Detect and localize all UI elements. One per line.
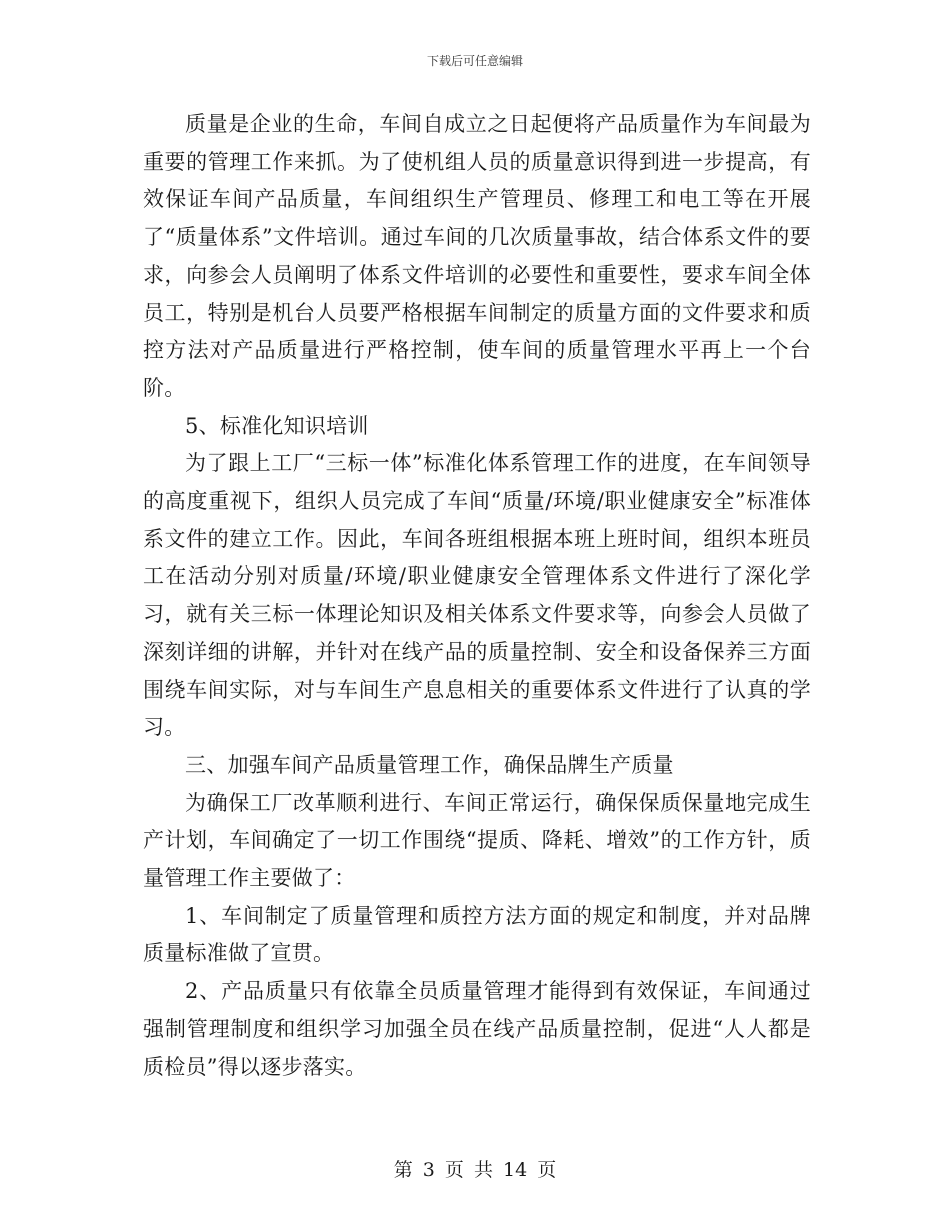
document-body (143, 106, 811, 1086)
heading-standardization-training: 5、标准化知识培训 (185, 413, 369, 438)
list-item-1: 1、车间制定了质量管理和质控方法方面的规定和制度，并对品牌质量标准做了宣贯。 (143, 903, 811, 966)
paragraph-quality-policy: 为确保工厂改革顺利进行、车间正常运行，确保保质保量地完成生产计划，车间确定了一切工作围绕“提质、降耗、增效”的工作方针，质量管理工作主要做了： (143, 790, 811, 891)
list-item-2: 2、产品质量只有依靠全员质量管理才能得到有效保证，车间通过强制管理制度和组织学习加强全员在线产品质量控制，促进“人人都是质检员”得以逐步落实。 (143, 979, 811, 1079)
paragraph-standardization: 为了跟上工厂“三标一体”标准化体系管理工作的进度，在车间领导的高度重视下，组织人员完成了车间“质量/环境/职业健康安全”标准体系文件的建立工作。因此，车间各班组根据本班上班时间，组织本班员工在活动分别对质量/环境/职业健康安全管理体系文件进行了深化学习，就有关三标一体理论知识及相关体系文件要求等，向参会人员做了深刻详细的讲解，并针对在线产品的质量控制、安全和设备保养三方面围绕车间实际，对与车间生产息息相关的重要体系文件进行了认真的学习。 (143, 451, 811, 740)
heading-section-three: 三、加强车间产品质量管理工作，确保品牌生产质量 (185, 752, 674, 777)
page-header: 下载后可任意编辑 (426, 54, 523, 68)
paragraph-quality-importance: 质量是企业的生命，车间自成立之日起便将产品质量作为车间最为重要的管理工作来抓。为了使机组人员的质量意识得到进一步提高，有效保证车间产品质量，车间组织生产管理员、修理工和电工等在开展了“质量体系”文件培训。通过车间的几次质量事故，结合体系文件的要求，向参会人员阐明了体系文件培训的必要性和重要性，要求车间全体员工，特别是机台人员要严格根据车间制定的质量方面的文件要求和质控方法对产品质量进行严格控制，使车间的质量管理水平再上一个台阶。 (143, 112, 811, 400)
page-number: 第 3 页 共 14 页 (393, 1159, 557, 1181)
